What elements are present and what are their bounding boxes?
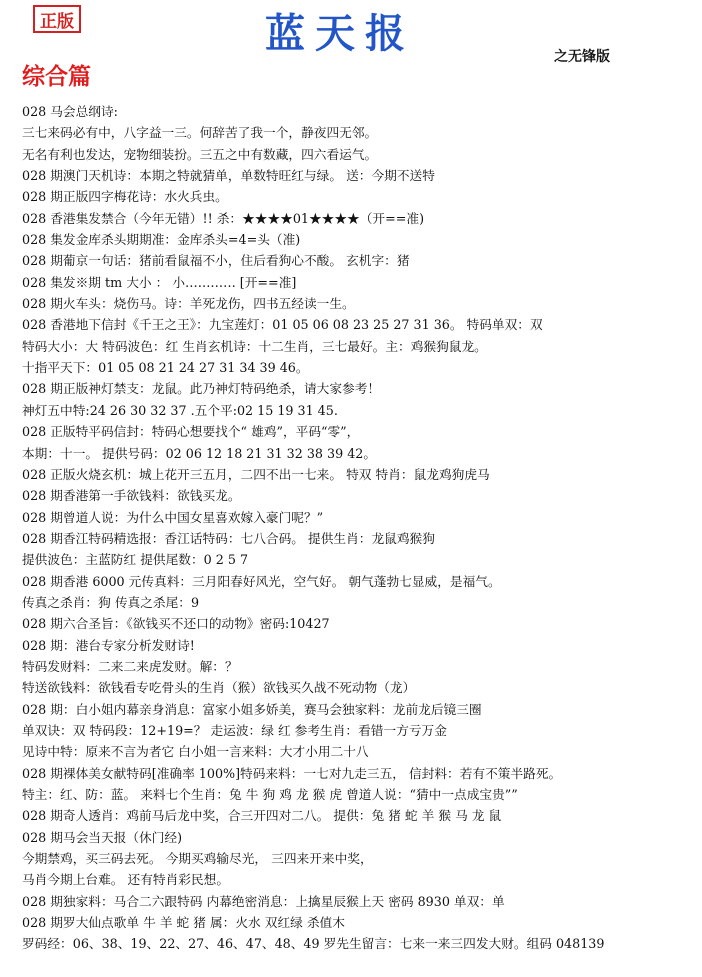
text-line: 028 期奇人透肖：鸡前马后龙中奖，合三开四对二八。 提供：兔 猪 蛇 羊 猴 马 龙 鼠	[22, 808, 502, 824]
text-line: 028 期香港 6000 元传真料：三月阳春好风光，空气好。 朝气蓬勃七显威，是福气。	[22, 573, 501, 589]
page-title: 蓝天报	[265, 11, 415, 57]
text-line: 神灯五中特:24 26 30 32 37 .五个平:02 15 19 31 45.	[22, 402, 338, 418]
text-line: 028 期香江特码精选报：香江话特码：七八合码。 提供生肖：龙鼠鸡猴狗	[22, 530, 435, 546]
text-line: 028 期独家料：马合二六跟特码 内幕绝密消息：上擒星辰猴上天 密码 8930 单双：单	[22, 893, 505, 909]
text-line: 特码发财料：二来二来虎发财。解：？	[22, 658, 238, 674]
text-line: 传真之杀肖：狗 传真之杀尾：9	[22, 594, 200, 610]
text-line: 十指平天下：01 05 08 21 24 27 31 34 39 46。	[22, 360, 309, 376]
text-line: 特主：红、防：蓝。 来料七个生肖：兔 牛 狗 鸡 龙 猴 虎 曾道人说：“猜中一点成宝贵””	[22, 787, 518, 802]
text-line: 本期：十一。 提供号码：02 06 12 18 21 31 32 38 39 42。	[22, 445, 377, 461]
text-line: 罗码经：06、38、19、22、27、46、47、48、49 罗先生留言：七来一来三四发大财。组码 048139	[22, 936, 605, 952]
text-line: 028 期火车头：烧伤马。诗：羊死龙伤，四书五经读一生。	[22, 296, 355, 312]
edition-label: 之无锋版	[554, 49, 610, 65]
text-line: 028 期曾道人说：为什么中国女星喜欢嫁入豪门呢？”	[22, 509, 324, 525]
text-line: 028 集发金库杀头期期准：金库杀头=4=头（准)	[22, 232, 301, 248]
authentic-badge: 正版	[33, 5, 81, 33]
text-line: 028 香港集发禁合（今年无错）!! 杀：★★★★01★★★★（开==准)	[22, 210, 425, 226]
text-line: 028 期澳门天机诗：本期之特就猜单，单数特旺红与绿。 送：今期不送特	[22, 168, 435, 184]
text-line: 028 正版火烧玄机：城上花开三五月，二四不出一七来。 特双 特肖：鼠龙鸡狗虎马	[22, 466, 490, 482]
text-line: 028 期马会当天报（休门经)	[22, 829, 183, 845]
text-line: 028 期裸体美女献特码[准确率 100%]特码来料：一七对九走三五， 信封料：若有不策半路死。	[22, 765, 562, 781]
text-line: 特码大小：大 特码波色：红 生肖玄机诗：十二生肖，三七最好。主：鸡猴狗鼠龙。	[22, 338, 487, 354]
text-line: 马肖今期上台难。 还有特肖彩民想。	[22, 872, 230, 888]
text-line: 028 期罗大仙点歌单 牛 羊 蛇 猪 属：火水 双红绿 杀值木	[22, 915, 345, 931]
text-line: 028 期：白小姐内幕亲身消息：富家小姐多娇美，赛马会独家料：龙前龙后镜三圈	[22, 701, 482, 717]
content-lines	[22, 101, 694, 955]
section-heading: 综合篇	[22, 64, 91, 90]
text-line: 无名有利也发达，宠物细装扮。三五之中有数藏，四六看运气。	[22, 146, 378, 162]
text-line: 028 期：港台专家分析发财诗!	[22, 637, 195, 653]
text-line: 单双诀：双 特码段：12+19=？ 走运波：绿 红 参考生肖：看错一方亏万金	[22, 722, 447, 738]
text-line: 028 期正版四字梅花诗：水火兵虫。	[22, 189, 228, 205]
text-line: 特送欲钱料：欲钱看专吃骨头的生肖（猴）欲钱买久战不死动物（龙）	[22, 680, 416, 696]
text-line: 今期禁鸡，买三码去死。 今期买鸡输尽光， 三四来开来中奖，	[22, 851, 373, 867]
text-line: 三七来码必有中，八字益一三。何辞苦了我一个，静夜四无邻。	[22, 125, 378, 141]
text-line: 见诗中特：原来不言为者它 白小姐一言来料：大才小用二十八	[22, 744, 369, 760]
text-line: 028 正版特平码信封：特码心想要找个“ 雄鸡”，平码“零”，	[22, 424, 360, 440]
text-line: 028 马会总纲诗:	[22, 104, 118, 119]
text-line: 提供波色：主蓝防红 提供尾数：0 2 5 7	[22, 552, 249, 568]
text-line: 028 集发※期 tm 大小 ： 小………… [开==准]	[22, 274, 297, 290]
text-line: 028 香港地下信封《千王之王》：九宝莲灯：01 05 06 08 23 25 27 31 36。 特码单双：双	[22, 317, 543, 333]
text-line: 028 期正版神灯禁支：龙鼠。此乃神灯特码绝杀，请大家参考！	[22, 381, 381, 397]
text-line: 028 期葡京一句话：猪前看鼠福不小，住后看狗心不酸。 玄机字：猪	[22, 253, 410, 269]
text-line: 028 期香港第一手欲钱料：欲钱买龙。	[22, 488, 241, 504]
text-line: 028 期六合圣旨：《欲钱买不还口的动物》密码:10427	[22, 616, 330, 632]
